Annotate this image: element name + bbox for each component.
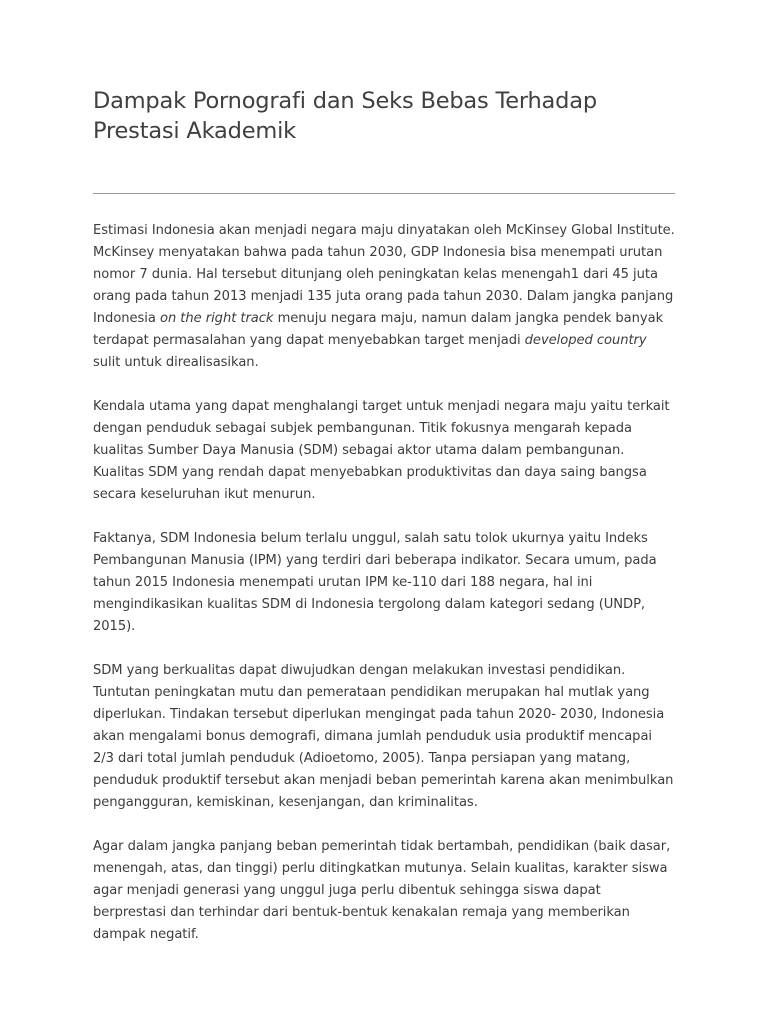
document-body — [93, 220, 675, 946]
paragraph-2 — [93, 396, 675, 506]
italic-phrase: on the right track — [159, 311, 274, 326]
document-page — [93, 86, 675, 968]
paragraph-5 — [93, 836, 675, 946]
text-run: sulit untuk direalisasikan. — [93, 355, 259, 370]
text-run: Kendala utama yang dapat menghalangi target untuk menjadi negara maju yaitu terkait dengan penduduk sebagai subjek pembangunan. Titik fokusnya mengarah kepada kualitas Sumber Daya Manusia (SDM) sebagai aktor utama dalam pembangunan. Kualitas SDM yang rendah dapat menyebabkan produktivitas dan daya saing bangsa secara keseluruhan ikut menurun. — [93, 399, 670, 502]
italic-phrase: developed country — [524, 333, 647, 348]
text-run: menuju negara maju, namun dalam jangka pendek banyak terdapat permasalahan yang dapat menyebabkan target menjadi — [93, 311, 664, 348]
paragraph-1 — [93, 220, 675, 374]
document-title: Dampak Pornografi dan Seks Bebas Terhadap Prestasi Akademik — [93, 88, 597, 144]
text-run: Faktanya, SDM Indonesia belum terlalu unggul, salah satu tolok ukurnya yaitu Indeks Pembangunan Manusia (IPM) yang terdiri dari beberapa indikator. Secara umum, pada tahun 2015 Indonesia menempati urutan IPM ke-110 dari 188 negara, hal ini mengindikasikan kualitas SDM di Indonesia tergolong dalam kategori sedang (UNDP, 2015). — [93, 531, 657, 634]
text-run: Agar dalam jangka panjang beban pemerintah tidak bertambah, pendidikan (baik dasar, menengah, atas, dan tinggi) perlu ditingkatkan mutunya. Selain kualitas, karakter siswa agar menjadi generasi yang unggul juga perlu dibentuk sehingga siswa dapat berprestasi dan terhindar dari bentuk-bentuk kenakalan remaja yang memberikan dampak negatif. — [93, 839, 671, 942]
text-run: Estimasi Indonesia akan menjadi negara maju dinyatakan oleh McKinsey Global Institute. McKinsey menyatakan bahwa pada tahun 2030, GDP Indonesia bisa menempati urutan nomor 7 dunia. Hal tersebut ditunjang oleh peningkatan kelas menengah1 dari 45 juta orang pada tahun 2013 menjadi 135 juta orang pada tahun 2030. Dalam jangka panjang Indonesia — [93, 223, 675, 326]
text-run: SDM yang berkualitas dapat diwujudkan dengan melakukan investasi pendidikan. Tuntutan peningkatan mutu dan pemerataan pendidikan merupakan hal mutlak yang diperlukan. Tindakan tersebut diperlukan mengingat pada tahun 2020- 2030, Indonesia akan mengalami bonus demografi, dimana jumlah penduduk usia produktif mencapai 2/3 dari total jumlah penduduk (Adioetomo, 2005). Tanpa persiapan yang matang, penduduk produktif tersebut akan menjadi beban pemerintah karena akan menimbulkan pengangguran, kemiskinan, kesenjangan, dan kriminalitas. — [93, 663, 674, 810]
paragraph-3 — [93, 528, 675, 638]
paragraph-4 — [93, 660, 675, 814]
title-divider — [93, 193, 675, 194]
